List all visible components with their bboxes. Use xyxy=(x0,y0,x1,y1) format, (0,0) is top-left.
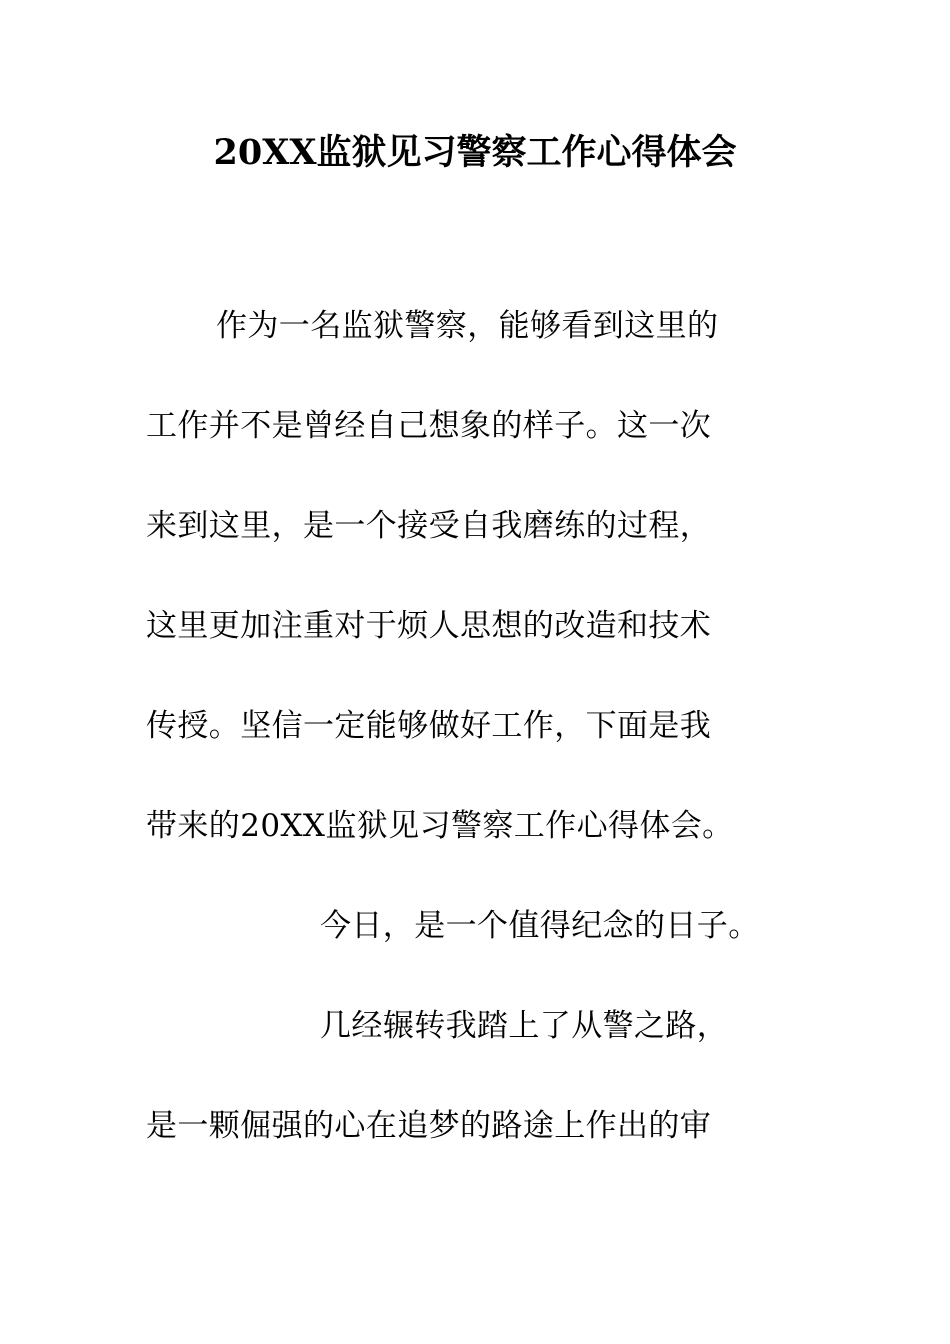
paragraph-line-6: 带来的20XX监狱见习警察工作心得体会。 xyxy=(146,808,734,844)
paragraph-line-3: 来到这里，是一个接受自我磨练的过程， xyxy=(146,508,712,544)
paragraph-line-7: 今日，是一个值得纪念的日子。 xyxy=(320,908,760,944)
paragraph-line-2: 工作并不是曾经自己想象的样子。这一次 xyxy=(146,408,712,444)
paragraph-line-1: 作为一名监狱警察，能够看到这里的 xyxy=(216,308,719,344)
paragraph-line-5: 传授。坚信一定能够做好工作，下面是我 xyxy=(146,708,712,744)
paragraph-line-8: 几经辗转我踏上了从警之路， xyxy=(320,1008,729,1044)
paragraph-line-9: 是一颗倔强的心在追梦的路途上作出的审 xyxy=(146,1108,712,1144)
document-title: 20XX监狱见习警察工作心得体会 xyxy=(213,132,737,173)
paragraph-line-4: 这里更加注重对于烦人思想的改造和技术 xyxy=(146,608,712,644)
